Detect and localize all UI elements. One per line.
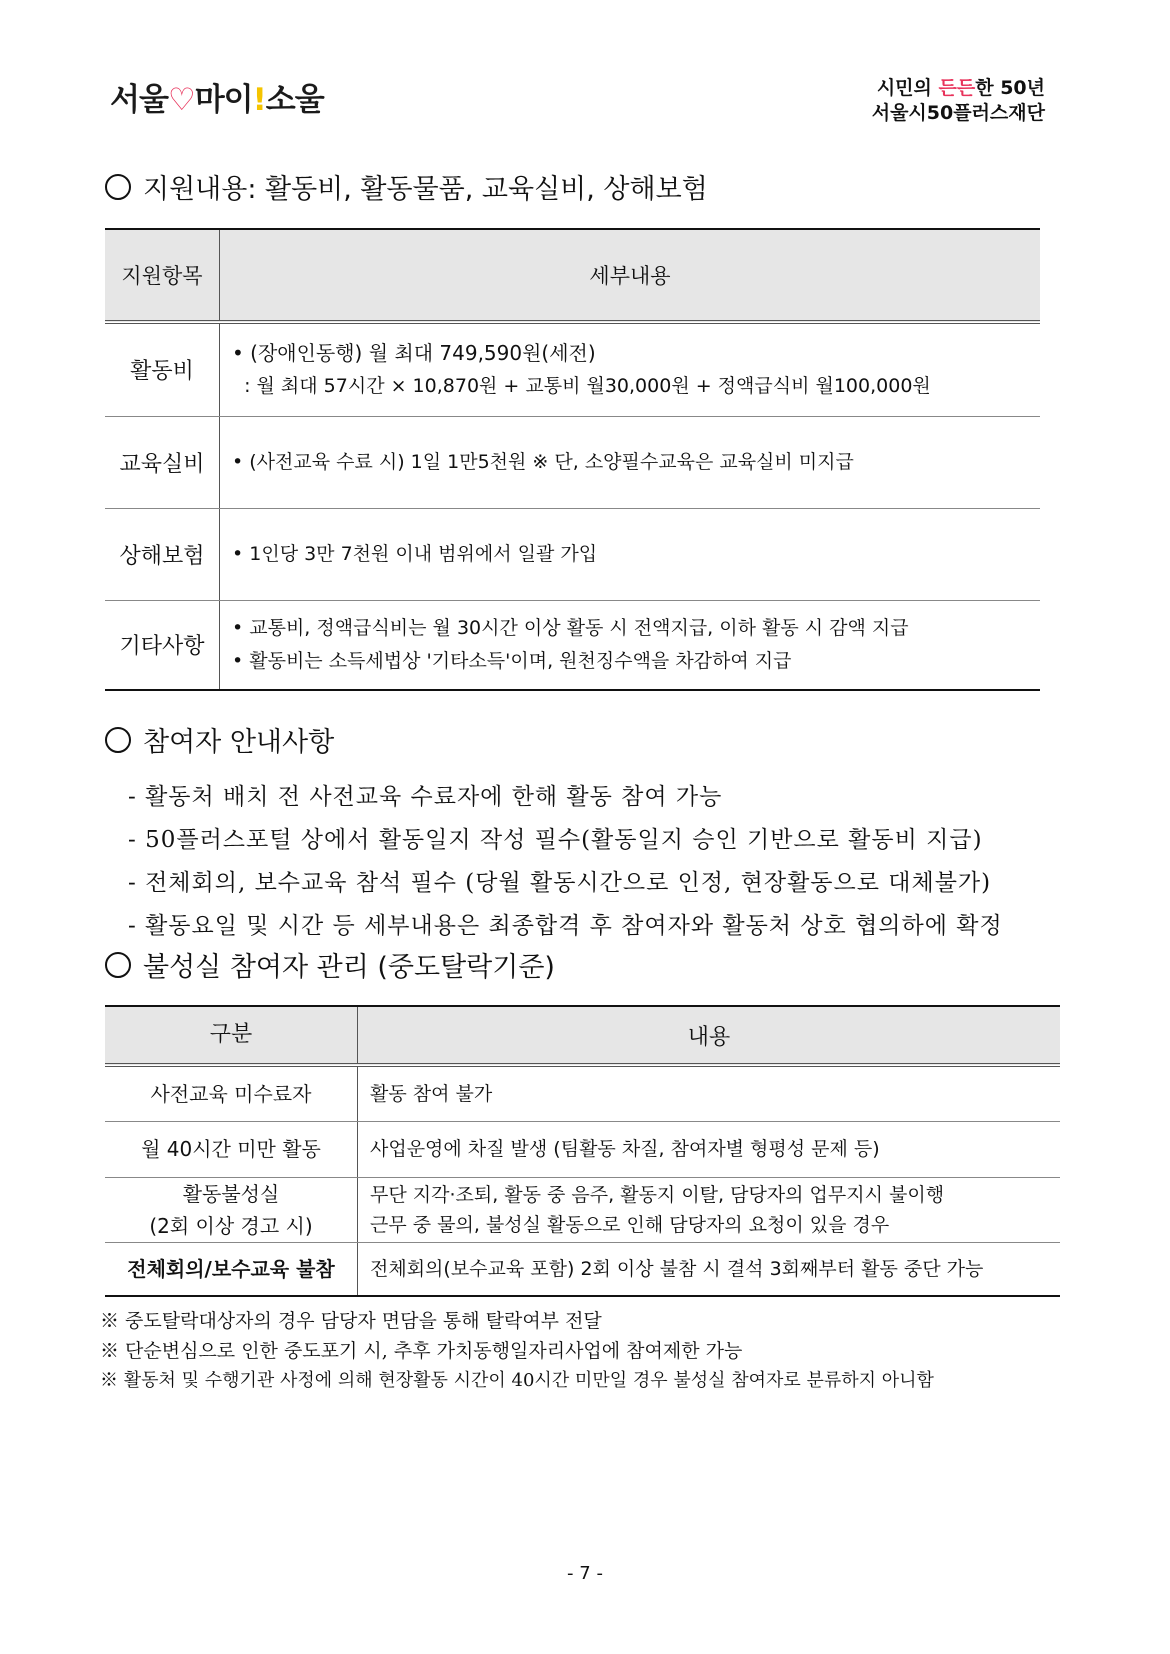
list-item: - 50플러스포털 상에서 활동일지 작성 필수(활동일지 승인 기반으로 활동비 지급) xyxy=(128,827,983,853)
dropout-criteria-table xyxy=(105,1005,1060,1297)
seoul-my-soul-logo: 서울♡마이!소울 xyxy=(110,82,324,118)
note-item: ※ 중도탈락대상자의 경우 담당자 면담을 통해 탈락여부 전달 xyxy=(100,1310,602,1332)
participant-guide-list xyxy=(128,776,1083,948)
table-row: 기타사항 • 교통비, 정액급식비는 월 30시간 이상 활동 시 전액지급, 이하 활동 시 감액 지급 • 활동비는 소득세법상 '기타소득'이며, 원천징수액을 차감하여 지급 xyxy=(105,600,1040,690)
table-header-row: 구분 내용 xyxy=(105,1006,1060,1065)
table-row: 전체회의/보수교육 불참 전체회의(보수교육 포함) 2회 이상 불참 시 결석 3회째부터 활동 중단 가능 xyxy=(105,1242,1060,1296)
heart-icon: ♡ xyxy=(167,82,195,118)
table-row: 사전교육 미수료자 활동 참여 불가 xyxy=(105,1065,1060,1121)
circle-bullet-icon xyxy=(105,727,131,753)
list-item: - 활동처 배치 전 사전교육 수료자에 한해 활동 참여 가능 xyxy=(128,784,723,810)
list-item: - 활동요일 및 시간 등 세부내용은 최종합격 후 참여자와 활동처 상호 협의하에 확정 xyxy=(128,913,1003,939)
note-item: ※ 단순변심으로 인한 중도포기 시, 추후 가치동행일자리사업에 참여제한 가능 xyxy=(100,1340,743,1362)
foundation-logo: 시민의 든든한 50년 서울시50플러스재단 xyxy=(871,77,1045,124)
table-row: 활동불성실 (2회 이상 경고 시) 무단 지각·조퇴, 활동 중 음주, 활동지 이탈, 담당자의 업무지시 불이행 근무 중 물의, 불성실 활동으로 인해 담당자의 요청이 있을 경우 xyxy=(105,1177,1060,1242)
table-header-row: 지원항목 세부내용 xyxy=(105,229,1040,322)
table-row: 활동비 • (장애인동행) 월 최대 749,590원(세전) : 월 최대 57시간 × 10,870원 + 교통비 월30,000원 + 정액급식비 월100,000원 xyxy=(105,322,1040,416)
table-row: 월 40시간 미만 활동 사업운영에 차질 발생 (팀활동 차질, 참여자별 형평성 문제 등) xyxy=(105,1121,1060,1177)
note-item: ※ 활동처 및 수행기관 사정에 의해 현장활동 시간이 40시간 미만일 경우 불성실 참여자로 분류하지 아니함 xyxy=(100,1370,934,1391)
circle-bullet-icon xyxy=(105,952,131,978)
page-number: - 7 - xyxy=(567,1563,603,1584)
support-table xyxy=(105,228,1040,691)
section-heading-support: 지원내용: 활동비, 활동물품, 교육실비, 상해보험 xyxy=(105,172,708,208)
section-heading-participants: 참여자 안내사항 xyxy=(105,725,334,761)
table-row: 교육실비 • (사전교육 수료 시) 1일 1만5천원 ※ 단, 소양필수교육은 교육실비 미지급 xyxy=(105,416,1040,508)
circle-bullet-icon xyxy=(105,174,131,200)
notes xyxy=(100,1306,934,1396)
list-item: - 전체회의, 보수교육 참석 필수 (당월 활동시간으로 인정, 현장활동으로 대체불가) xyxy=(128,870,992,896)
section-heading-dropout: 불성실 참여자 관리 (중도탈락기준) xyxy=(105,950,555,986)
table-row: 상해보험 • 1인당 3만 7천원 이내 범위에서 일괄 가입 xyxy=(105,508,1040,600)
